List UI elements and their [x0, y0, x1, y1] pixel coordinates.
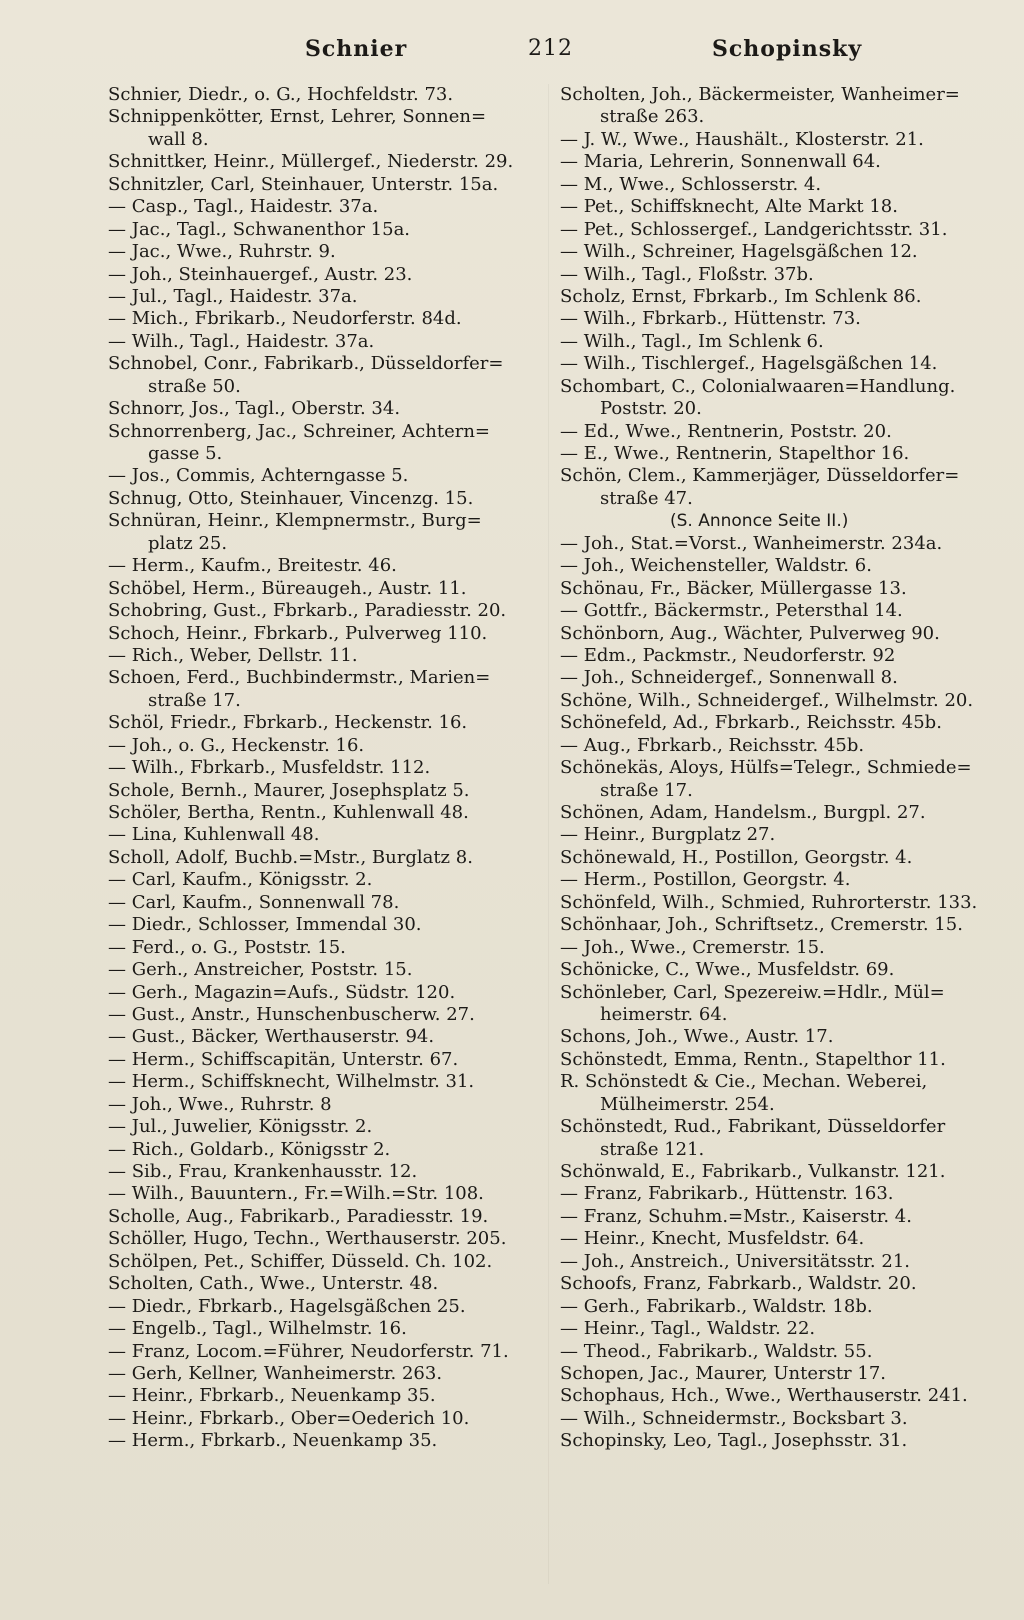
directory-entry: Schoofs, Franz, Fabrkarb., Waldstr. 20.	[560, 1273, 917, 1295]
directory-entry: — Lina, Kuhlenwall 48.	[108, 824, 320, 846]
directory-entry: wall 8.	[148, 128, 209, 150]
directory-entry: Schopinsky, Leo, Tagl., Josephsstr. 31.	[560, 1430, 908, 1452]
directory-entry: Schönstedt, Emma, Rentn., Stapelthor 11.	[560, 1048, 946, 1070]
directory-entry: — Casp., Tagl., Haidestr. 37a.	[108, 196, 379, 218]
directory-entry: Poststr. 20.	[600, 398, 702, 420]
directory-entry: Schnorrenberg, Jac., Schreiner, Achtern=	[108, 420, 490, 442]
directory-entry: — Herm., Kaufm., Breitestr. 46.	[108, 555, 397, 577]
directory-entry: Schnorr, Jos., Tagl., Oberstr. 34.	[108, 398, 401, 420]
directory-entry: straße 263.	[600, 106, 705, 128]
directory-entry: — Edm., Packmstr., Neudorferstr. 92	[560, 644, 896, 666]
directory-entry: — Maria, Lehrerin, Sonnenwall 64.	[560, 151, 881, 173]
directory-entry: Schönicke, C., Wwe., Musfeldstr. 69.	[560, 959, 895, 981]
directory-entry: Scholle, Aug., Fabrikarb., Paradiesstr. 19.	[108, 1205, 489, 1227]
directory-entry: — Gottfr., Bäckermstr., Petersthal 14.	[560, 600, 903, 622]
directory-entry: Schöne, Wilh., Schneidergef., Wilhelmstr. 20.	[560, 689, 974, 711]
directory-entry: — Franz, Locom.=Führer, Neudorferstr. 71.	[108, 1340, 509, 1362]
header-left-catchword: Schnier	[305, 36, 408, 62]
directory-entry: — E., Wwe., Rentnerin, Stapelthor 16.	[560, 443, 910, 464]
directory-entry: Mülheimerstr. 254.	[600, 1093, 775, 1115]
directory-entry: Schöler, Bertha, Rentn., Kuhlenwall 48.	[108, 802, 469, 823]
directory-entry: Scholl, Adolf, Buchb.=Mstr., Burglatz 8.	[108, 846, 473, 868]
directory-entry: R. Schönstedt & Cie., Mechan. Weberei,	[560, 1071, 928, 1093]
directory-entry: Schnippenkötter, Ernst, Lehrer, Sonnen=	[108, 106, 487, 128]
directory-entry: straße 47.	[600, 487, 693, 509]
directory-entry: — Wilh., Fbrkarb., Musfeldstr. 112.	[108, 757, 431, 779]
directory-entry: straße 17.	[148, 689, 241, 711]
directory-entry: — Mich., Fbrikarb., Neudorferstr. 84d.	[108, 308, 462, 330]
directory-entry: — Gust., Anstr., Hunschenbuscherw. 27.	[108, 1003, 475, 1025]
directory-entry: — Wilh., Bauuntern., Fr.=Wilh.=Str. 108.	[108, 1183, 484, 1205]
directory-entry: heimerstr. 64.	[600, 1003, 728, 1025]
directory-entry: Schons, Joh., Wwe., Austr. 17.	[560, 1026, 834, 1048]
directory-entry: — Joh., Weichensteller, Waldstr. 6.	[560, 555, 872, 577]
directory-entry: — Herm., Postillon, Georgstr. 4.	[560, 869, 851, 891]
directory-entry: Scholz, Ernst, Fbrkarb., Im Schlenk 86.	[560, 285, 922, 307]
directory-entry: straße 50.	[148, 375, 241, 397]
directory-entry: Schöller, Hugo, Techn., Werthauserstr. 205.	[108, 1228, 507, 1250]
right-column	[560, 84, 1000, 1453]
directory-entry: — Franz, Schuhm.=Mstr., Kaiserstr. 4.	[560, 1205, 912, 1227]
directory-entry: Scholten, Joh., Bäckermeister, Wanheimer=	[560, 84, 960, 105]
directory-entry: — Pet., Schiffsknecht, Alte Markt 18.	[560, 196, 898, 218]
page-header	[0, 30, 1024, 70]
directory-entry: — Jos., Commis, Achterngasse 5.	[108, 465, 409, 487]
directory-entry: Schönen, Adam, Handelsm., Burgpl. 27.	[560, 802, 926, 823]
page-number: 212	[528, 36, 573, 61]
directory-entry: — Wilh., Tagl., Floßstr. 37b.	[560, 263, 814, 285]
directory-entry: — Joh., Schneidergef., Sonnenwall 8.	[560, 667, 898, 689]
directory-entry: Schnier, Diedr., o. G., Hochfeldstr. 73.	[108, 84, 454, 105]
directory-entry: — Carl, Kaufm., Königsstr. 2.	[108, 869, 373, 891]
header-right-catchword: Schopinsky	[712, 36, 863, 62]
directory-entry: — M., Wwe., Schlosserstr. 4.	[560, 173, 822, 195]
directory-entry: — Jac., Tagl., Schwanenthor 15a.	[108, 218, 411, 240]
directory-entry: — Jac., Wwe., Ruhrstr. 9.	[108, 241, 336, 263]
directory-entry: — Wilh., Fbrkarb., Hüttenstr. 73.	[560, 308, 861, 330]
left-column	[108, 84, 548, 1453]
annonce-reference: (S. Annonce Seite II.)	[670, 511, 849, 532]
directory-entry: — Diedr., Fbrkarb., Hagelsgäßchen 25.	[108, 1295, 466, 1317]
directory-entry: — Joh., Stat.=Vorst., Wanheimerstr. 234a.	[560, 532, 943, 554]
directory-entry: — Jul., Tagl., Haidestr. 37a.	[108, 285, 358, 307]
directory-entry: — Joh., Wwe., Cremerstr. 15.	[560, 936, 825, 958]
directory-entry: Schnitzler, Carl, Steinhauer, Unterstr. 15a.	[108, 173, 499, 195]
directory-entry: — Gerh., Magazin=Aufs., Südstr. 120.	[108, 981, 456, 1003]
directory-entry: Schöl, Friedr., Fbrkarb., Heckenstr. 16.	[108, 712, 468, 734]
directory-entry: Schönfeld, Wilh., Schmied, Ruhrorterstr. 133.	[560, 891, 978, 913]
directory-entry: Schönstedt, Rud., Fabrikant, Düsseldorfer	[560, 1116, 946, 1138]
directory-entry: — Wilh., Schreiner, Hagelsgäßchen 12.	[560, 241, 918, 263]
directory-entry: Schönhaar, Joh., Schriftsetz., Cremerstr. 15.	[560, 914, 963, 936]
directory-entry: Schönau, Fr., Bäcker, Müllergasse 13.	[560, 577, 907, 599]
directory-entry: — Sib., Frau, Krankenhausstr. 12.	[108, 1161, 418, 1182]
directory-entry: — Gerh., Anstreicher, Poststr. 15.	[108, 959, 413, 981]
directory-entry: — Pet., Schlossergef., Landgerichtsstr. 31.	[560, 218, 948, 240]
directory-entry: Schophaus, Hch., Wwe., Werthauserstr. 241.	[560, 1385, 968, 1407]
directory-entry: Schoch, Heinr., Fbrkarb., Pulverweg 110.	[108, 622, 488, 644]
directory-entry: — Heinr., Knecht, Musfeldstr. 64.	[560, 1228, 865, 1250]
directory-entry: Schole, Bernh., Maurer, Josephsplatz 5.	[108, 779, 470, 801]
directory-entry: gasse 5.	[148, 443, 223, 464]
directory-entry: — Diedr., Schlosser, Immendal 30.	[108, 914, 422, 936]
directory-entry: — Gerh., Fabrikarb., Waldstr. 18b.	[560, 1295, 873, 1317]
directory-entry: Schönewald, H., Postillon, Georgstr. 4.	[560, 846, 913, 868]
directory-entry: — Joh., Anstreich., Universitätsstr. 21.	[560, 1250, 910, 1272]
directory-entry: Schöbel, Herm., Büreaugeh., Austr. 11.	[108, 577, 467, 599]
directory-entry: Schönleber, Carl, Spezereiw.=Hdlr., Mül=	[560, 981, 945, 1003]
directory-entry: Scholten, Cath., Wwe., Unterstr. 48.	[108, 1273, 439, 1295]
directory-entry: — Franz, Fabrikarb., Hüttenstr. 163.	[560, 1183, 894, 1205]
directory-entry: — Joh., Steinhauergef., Austr. 23.	[108, 263, 413, 285]
directory-entry: — Heinr., Tagl., Waldstr. 22.	[560, 1318, 816, 1340]
directory-entry: platz 25.	[148, 532, 228, 554]
directory-entry: Schnobel, Conr., Fabrikarb., Düsseldorfer=	[108, 353, 504, 375]
directory-entry: — Herm., Schiffsknecht, Wilhelmstr. 31.	[108, 1071, 475, 1093]
directory-entry: — Wilh., Schneidermstr., Bocksbart 3.	[560, 1407, 908, 1429]
directory-entry: — Heinr., Fbrkarb., Ober=Oederich 10.	[108, 1407, 470, 1429]
directory-entry: — Theod., Fabrikarb., Waldstr. 55.	[560, 1340, 873, 1362]
directory-entry: — Heinr., Burgplatz 27.	[560, 824, 776, 846]
directory-entry: — Wilh., Tagl., Im Schlenk 6.	[560, 330, 824, 352]
directory-entry: — Herm., Fbrkarb., Neuenkamp 35.	[108, 1430, 438, 1452]
directory-entry: Schönekäs, Aloys, Hülfs=Telegr., Schmiede=	[560, 757, 972, 779]
directory-entry: — Ferd., o. G., Poststr. 15.	[108, 936, 346, 958]
directory-entry: — Herm., Schiffscapitän, Unterstr. 67.	[108, 1048, 459, 1070]
directory-entry: — Aug., Fbrkarb., Reichsstr. 45b.	[560, 734, 865, 756]
directory-entry: — Gerh, Kellner, Wanheimerstr. 263.	[108, 1362, 443, 1384]
directory-entry: — Ed., Wwe., Rentnerin, Poststr. 20.	[560, 420, 892, 442]
directory-entry: — Carl, Kaufm., Sonnenwall 78.	[108, 891, 400, 913]
directory-entry: Schön, Clem., Kammerjäger, Düsseldorfer=	[560, 465, 960, 487]
directory-entry: straße 17.	[600, 779, 693, 801]
directory-entry: Schönwald, E., Fabrikarb., Vulkanstr. 121.	[560, 1161, 946, 1182]
directory-entry: Schölpen, Pet., Schiffer, Düsseld. Ch. 102.	[108, 1250, 493, 1272]
column-gutter	[548, 84, 549, 1584]
directory-entry: Schönborn, Aug., Wächter, Pulverweg 90.	[560, 622, 940, 644]
directory-entry: Schnug, Otto, Steinhauer, Vincenzg. 15.	[108, 487, 474, 509]
directory-entry: — Engelb., Tagl., Wilhelmstr. 16.	[108, 1318, 407, 1340]
directory-entry: Schnüran, Heinr., Klempnermstr., Burg=	[108, 510, 482, 532]
directory-entry: — J. W., Wwe., Haushält., Klosterstr. 21.	[560, 128, 924, 150]
directory-entry: straße 121.	[600, 1138, 705, 1160]
directory-entry: — Rich., Weber, Dellstr. 11.	[108, 644, 358, 666]
directory-entry: Schombart, C., Colonialwaaren=Handlung.	[560, 375, 956, 397]
directory-entry: — Wilh., Tagl., Haidestr. 37a.	[108, 330, 375, 352]
directory-entry: Schnittker, Heinr., Müllergef., Niederstr. 29.	[108, 151, 514, 173]
directory-entry: — Gust., Bäcker, Werthauserstr. 94.	[108, 1026, 435, 1048]
directory-entry: — Joh., o. G., Heckenstr. 16.	[108, 734, 365, 756]
directory-entry: — Jul., Juwelier, Königsstr. 2.	[108, 1116, 373, 1138]
directory-entry: Schopen, Jac., Maurer, Unterstr 17.	[560, 1362, 887, 1384]
directory-entry: — Joh., Wwe., Ruhrstr. 8	[108, 1093, 332, 1115]
directory-entry: — Wilh., Tischlergef., Hagelsgäßchen 14.	[560, 353, 938, 375]
directory-entry: — Rich., Goldarb., Königsstr 2.	[108, 1138, 391, 1160]
directory-entry: Schönefeld, Ad., Fbrkarb., Reichsstr. 45b.	[560, 712, 942, 734]
directory-entry: — Heinr., Fbrkarb., Neuenkamp 35.	[108, 1385, 436, 1407]
directory-entry: Schoen, Ferd., Buchbindermstr., Marien=	[108, 667, 491, 689]
directory-entry: Schobring, Gust., Fbrkarb., Paradiesstr. 20.	[108, 600, 507, 622]
